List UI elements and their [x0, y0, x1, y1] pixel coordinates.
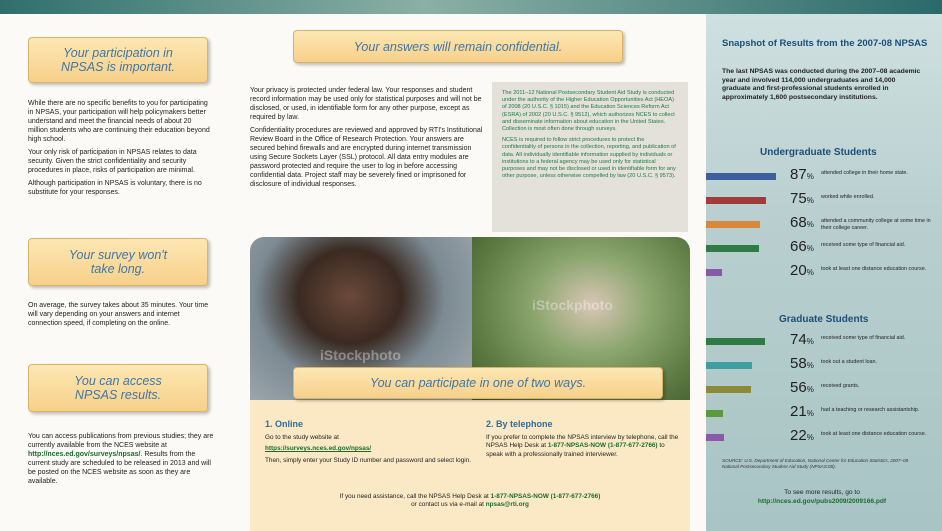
telephone-instructions-end: to speak with a professionally trained interviewer.: [486, 442, 665, 458]
survey-time-heading: Your survey won't take long.: [68, 248, 168, 276]
confidential-paragraph-1: Your privacy is protected under federal law. Your responses and student record information may be used only for statistical purposes and will not be disclosed, or used, in identifiable form for any other purpose, except as required by law.: [250, 87, 482, 121]
percent-symbol: %: [806, 385, 814, 394]
photo-watermark: iStockphoto: [532, 297, 613, 313]
stat-value: 68: [790, 214, 807, 231]
legal-paragraph-2: NCES is required to follow strict procedures to protect the confidentiality of persons in the collection, reporting, and publication of data. All individually identifiable information supplied by individuals or institutions to a federal agency may be used only for statistical purposes and may not be disclosed or used in identifiable form for any other purpose, unless otherwise compelled by law (20 U.S.C. § 9573).: [502, 137, 676, 180]
stat-row: [706, 262, 942, 284]
percent-symbol: %: [806, 337, 814, 346]
participation-options-box: [250, 400, 690, 531]
stat-value: 75: [790, 190, 807, 207]
participation-heading: Your participation in NPSAS is important.: [61, 46, 175, 74]
percent-symbol: %: [806, 433, 814, 442]
stat-row: [706, 214, 942, 236]
two-ways-heading: You can participate in one of two ways.: [369, 376, 587, 390]
stat-row: [706, 427, 942, 449]
help-desk-phone[interactable]: 1-877-NPSAS-NOW (1-877-677-2766): [547, 442, 658, 450]
confidential-callout: [293, 30, 623, 63]
photo-watermark: iStockphoto: [320, 347, 401, 363]
stat-value: 74: [790, 331, 807, 348]
stat-value: 56: [790, 379, 807, 396]
stat-value: 66: [790, 238, 807, 255]
stat-percent: [790, 214, 814, 231]
percent-symbol: %: [806, 409, 814, 418]
stat-percent: [790, 379, 814, 396]
more-results: [722, 489, 922, 506]
stat-percent: [790, 355, 814, 372]
stat-percent: [790, 427, 814, 444]
source-note: SOURCE: U.S. Department of Education, National Center for Education Statistics, 2007–08 National Postsecondary Student Aid Study (NPSAS:08).: [722, 458, 909, 469]
stat-bar: [706, 221, 760, 228]
stat-description: received grants.: [821, 383, 860, 389]
access-heading: You can access NPSAS results.: [74, 374, 162, 402]
stat-row: [706, 331, 942, 353]
online-instructions: Go to the study website at: [265, 434, 339, 441]
stat-row: [706, 355, 942, 377]
online-option-title: 1. Online: [265, 419, 304, 429]
participation-text: [28, 99, 210, 201]
stat-description: received some type of financial aid.: [821, 335, 906, 341]
stat-value: 87: [790, 166, 807, 183]
telephone-instructions: If you prefer to complete the NPSAS interview by telephone, call the NPSAS Help Desk at: [486, 434, 679, 450]
legal-paragraph-1: The 2011–12 National Postsecondary Student Aid Study is conducted under the authority of the Higher Education Opportunities Act (HEOA) of 2008 (20 U.S.C. § 1015) and the Education Sciences Reform Act (ESRA) of 2002 (20 U.S.C. § 9512), which authorizes NCES to collect and disseminate information about education in the United States. Collection is most often done through surveys.: [502, 90, 675, 133]
access-text: [28, 432, 214, 490]
percent-symbol: %: [806, 172, 814, 181]
stat-percent: [790, 403, 814, 420]
stat-bar: [706, 173, 776, 180]
online-login-instructions: Then, simply enter your Study ID number and password and select login.: [265, 456, 472, 464]
stat-value: 20: [790, 262, 807, 279]
stat-description: had a teaching or research assistantship.: [821, 407, 920, 413]
stat-bar: [706, 338, 765, 345]
sidebar-intro: The last NPSAS was conducted during the 2007–08 academic year and involved 114,000 undergraduates and 14,000 graduate and first-professional students enrolled in approximately 1,600 postsecondary institutions.: [722, 68, 921, 101]
stat-description: took at least one distance education course.: [821, 431, 927, 437]
percent-symbol: %: [806, 220, 814, 229]
confidential-paragraph-2: Confidentiality procedures are reviewed and approved by RTI's Institutional Review Board in the Office of Research Protection. Your answers are secured behind firewalls and are encrypted during internet transmission using Secure Sockets Layer (SSL) protocol. All data entry modules are password protected and require the user to log in before accessing confidential data. Project staff may be severely fined or imprisoned for disclosure of individual responses.: [250, 127, 483, 188]
two-ways-callout: [293, 367, 663, 399]
stat-row: [706, 238, 942, 260]
assistance-text: [255, 493, 685, 510]
participation-callout: [28, 37, 208, 83]
stat-bar: [706, 269, 722, 276]
help-email-link[interactable]: npsas@rti.org: [485, 501, 529, 509]
stat-percent: [790, 190, 814, 207]
stat-row: [706, 379, 942, 401]
stat-percent: [790, 166, 814, 183]
confidential-heading: Your answers will remain confidential.: [353, 39, 563, 54]
stat-row: [706, 190, 942, 212]
stat-description: took out a student loan.: [821, 359, 878, 365]
nces-npsas-link[interactable]: http://nces.ed.gov/surveys/npsas/: [28, 451, 141, 458]
percent-symbol: %: [806, 244, 814, 253]
stat-value: 22: [790, 427, 807, 444]
telephone-option-text: [486, 434, 682, 459]
stat-bar: [706, 197, 766, 204]
percent-symbol: %: [806, 361, 814, 370]
stat-bar: [706, 245, 759, 252]
more-results-text: To see more results, go to: [784, 489, 860, 496]
undergrad-heading: Undergraduate Students: [760, 147, 877, 158]
survey-time-text: [28, 301, 210, 332]
stat-description: received some type of financial aid.: [821, 242, 906, 248]
telephone-option-title: 2. By telephone: [486, 419, 553, 429]
stat-percent: [790, 238, 814, 255]
survey-time-callout: [28, 238, 208, 286]
stat-percent: [790, 331, 814, 348]
stat-percent: [790, 262, 814, 279]
more-results-link[interactable]: http://nces.ed.gov/pubs2009/2009166.pdf: [757, 497, 887, 505]
participation-paragraph-1: While there are no specific benefits to you for participating in NPSAS, your participation will help policymakers better understand and meet the financial needs of about 20 million students who are continuing their education beyond high school.: [28, 100, 210, 143]
stat-description: attended college in their home state.: [821, 170, 908, 176]
stat-bar: [706, 410, 723, 417]
participation-paragraph-2: Your only risk of participation in NPSAS relates to data security. Given the strict confidentiality and security procedures in place, risks of participation are minimal.: [28, 149, 197, 174]
access-paragraph: [28, 432, 214, 486]
stat-value: 21: [790, 403, 807, 420]
percent-symbol: %: [806, 196, 814, 205]
top-banner: [0, 0, 942, 14]
access-callout: [28, 364, 208, 412]
stat-bar: [706, 362, 752, 369]
participation-paragraph-3: Although participation in NPSAS is voluntary, there is no substitute for your responses.: [28, 180, 202, 196]
online-option-text: [265, 434, 475, 465]
stat-description: took at least one distance education course.: [821, 266, 927, 272]
assistance-text-start: If you need assistance, call the NPSAS Help Desk at: [339, 493, 489, 500]
grad-heading: Graduate Students: [779, 314, 869, 325]
assistance-phone[interactable]: 1-877-NPSAS-NOW (1-877-677-2766): [490, 493, 601, 500]
sidebar-title: Snapshot of Results from the 2007-08 NPSAS: [722, 38, 928, 49]
access-text-start: You can access publications from previous studies; they are currently available from the NCES website at: [28, 433, 214, 449]
access-text-end: . Results from the current study are scheduled to be released in 2013 and will be posted on the NCES website as soon as they are available.: [28, 451, 211, 485]
stat-value: 58: [790, 355, 807, 372]
study-website-link[interactable]: https://surveys.nces.ed.gov/npsas/: [265, 445, 372, 453]
stat-bar: [706, 434, 724, 441]
assistance-email-text: or contact us via e-mail at: [411, 501, 484, 509]
percent-symbol: %: [806, 268, 814, 277]
confidential-text: [250, 86, 486, 193]
stat-bar: [706, 386, 751, 393]
survey-time-paragraph: On average, the survey takes about 35 minutes. Your time will vary depending on your answers and internet connection speed, if completing on the online.: [28, 302, 209, 327]
stat-description: worked while enrolled.: [821, 194, 875, 200]
stat-description: attended a community college at some time in their college career.: [821, 218, 931, 231]
legal-authority-box: [492, 82, 688, 232]
stat-row: [706, 403, 942, 425]
stat-row: [706, 166, 942, 188]
